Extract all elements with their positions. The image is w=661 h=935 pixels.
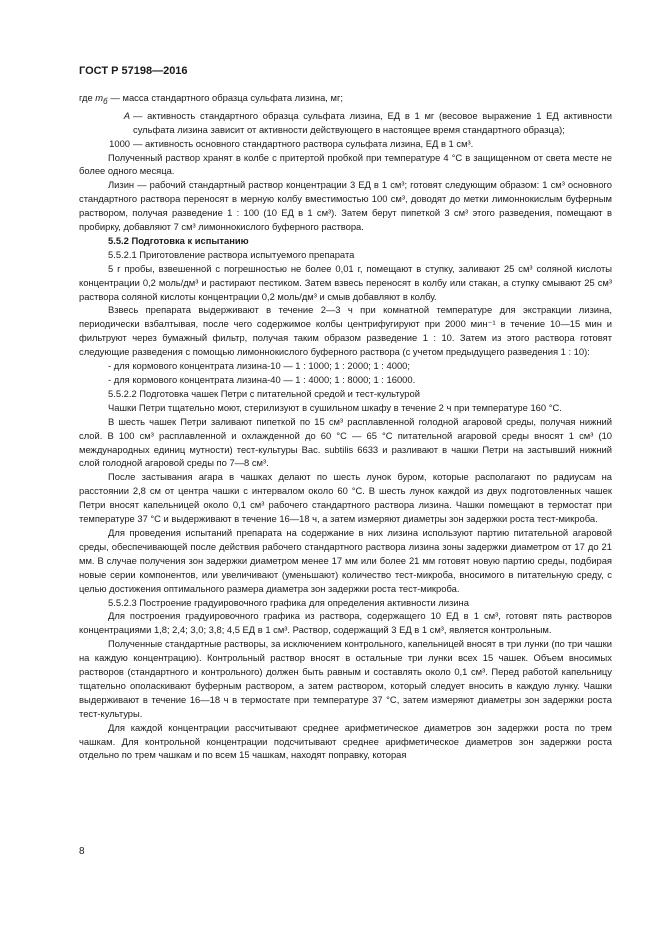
paragraph: После застывания агара в чашках делают по шесть лунок буром, которые располагают по радиусам на расстоянии 2,8 см от центра чашки с интервалом около 60 °С. В шесть лунок каждой из двух подготовленных чашек Петри вносят капельницей около 0,1 см³ рабочего стандартного раствора лизина. Чашки помещают в термостат при температуре 37 °С и выдерживают в течение 16—18 ч, а затем измеряют диаметры зон задержки роста тест-микроба.	[79, 471, 612, 525]
definition-symbol: A	[123, 109, 130, 121]
list-item: - для кормового концентрата лизина-40 — 1 : 4000; 1 : 8000; 1 : 16000.	[108, 374, 416, 385]
definition-text: — масса стандартного образца сульфата лизина, мг;	[110, 92, 343, 103]
paragraph: Полученный раствор хранят в колбе с притертой пробкой при температуре 4 °С в защищенном от света месте не более одного месяца.	[79, 151, 612, 177]
paragraph: Для каждой концентрации рассчитывают среднее арифметическое диаметров зон задержки роста по трем чашкам. Для контрольной концентрации подсчитывают среднее арифметическое диаметров зон задержки роста отдельно по трем чашкам и по всем 15 чашкам, находят поправку, которая	[79, 721, 612, 761]
paragraph: Взвесь препарата выдерживают в течение 2—3 ч при комнатной температуре для экстракции лизина, периодически взбалтывая, после чего содержимое колбы центрифугируют при 2000 мин⁻¹ в течение 10—15 мин и фильтруют через бумажный фильтр, получая таким образом разведение 1 : 10. Затем из этого раствора готовят следующие разведения с помощью лимоннокислого буферного раствора (с учетом предыдущего разведения 1 : 10):	[79, 304, 612, 358]
definition-text: — активность основного стандартного раствора сульфата лизина, ЕД в 1 см³.	[133, 137, 474, 149]
document-header: ГОСТ Р 57198—2016	[79, 65, 188, 77]
page-number: 8	[79, 846, 85, 857]
subsection-heading: 5.5.2.3 Построение градуировочного графика для определения активности лизина	[108, 596, 469, 608]
paragraph: Для проведения испытаний препарата на содержание в них лизина используют партию питательной агаровой среды, обеспечивающей после действия рабочего стандартного раствора лизина зоны задержки диаметром от 17 до 21 мм. В случае получения зон задержки диаметром менее 17 мм или более 21 мм готовят новую партию среды, подбирая новые серии компонентов, или увеличивают (уменьшают) количество тест-микроба, вносимого в питательную среду, с целью достижения оптимального размера диаметра зон задержки роста тест-микроба.	[79, 526, 612, 594]
list-item: - для кормового концентрата лизина-10 — 1 : 1000; 1 : 2000; 1 : 4000;	[108, 360, 410, 372]
document-body	[79, 91, 612, 762]
definition-text: — активность стандартного образца сульфата лизина, ЕД в 1 мг (весовое выражение 1 ЕД активности сульфата лизина зависит от активности действующего в настоящее время стандартного образца);	[133, 109, 612, 135]
paragraph: Для построения градуировочного графика из раствора, содержащего 10 ЕД в 1 см³, готовят пять растворов концентрациями 1,8; 2,4; 3,0; 3,8; 4,5 ЕД в 1 см³. Раствор, содержащий 3 ЕД в 1 см³, является контрольным.	[79, 610, 612, 636]
definition-item	[79, 91, 612, 109]
section-heading: 5.5.2 Подготовка к испытанию	[108, 234, 249, 246]
paragraph: Чашки Петри тщательно моют, стерилизуют в сушильном шкафу в течение 2 ч при температуре 160 °С.	[108, 401, 562, 413]
definition-symbol: 1000	[109, 137, 130, 149]
paragraph: Лизин — рабочий стандартный раствор концентрации 3 ЕД в 1 см³; готовят следующим образом: 1 см³ основного стандартного раствора переносят в мерную колбу вместимостью 100 см³, доводят до метки лимоннокислым буферным раствором, получая разведение 1 : 100 (10 ЕД в 1 см³). Затем берут пипеткой 3 см³ этого разведения, помещают в пробирку, добавляют 7 см³ лимоннокислого буферного раствора.	[79, 179, 612, 233]
paragraph: В шесть чашек Петри заливают пипеткой по 15 см³ расплавленной голодной агаровой среды, получая нижний слой. В 100 см³ расплавленной и охлажденной до 60 °С — 65 °С питательной агаровой среды вносят 1 см³ (10 международных единиц мутности) тест-культуры Bac. subtilis 6633 и разливают в чашки Петри на застывший нижний слой голодной агаровой среды по 7—8 см³.	[79, 415, 612, 469]
definition-item	[79, 109, 612, 137]
variable-definitions	[79, 91, 612, 151]
subsection-heading: 5.5.2.2 Подготовка чашек Петри с питательной средой и тест-культурой	[108, 387, 420, 399]
paragraph: Полученные стандартные растворы, за исключением контрольного, капельницей вносят в три лунки (по три чашки на каждую концентрацию). Контрольный раствор вносят в остальные три лунки всех 15 чашек. Объем вносимых растворов (стандартного и контрольного) должен быть равным и составлять около 0,1 см³. Перед работой капельницу тщательно ополаскивают буферным раствором, а затем раствором, который следует вносить в каждую лунку. Чашки выдерживают в течение 16—18 ч в термостате при температуре 37 °С, затем измеряют диаметры зон задержки роста тест-культуры.	[79, 638, 612, 719]
definition-symbol: где $m_б$	[79, 92, 108, 106]
paragraph: 5 г пробы, взвешенной с погрешностью не более 0,01 г, помещают в ступку, заливают 25 см³ соляной кислоты концентрации 0,2 моль/дм³ и растирают пестиком. Затем взвесь переносят в колбу или стакан, а ступку смывают 25 см³ раствора соляной кислоты концентрации 0,2 моль/дм³ и смыв добавляют в колбу.	[79, 262, 612, 302]
subsection-heading: 5.5.2.1 Приготовление раствора испытуемого препарата	[108, 248, 355, 260]
definition-item	[79, 137, 612, 151]
